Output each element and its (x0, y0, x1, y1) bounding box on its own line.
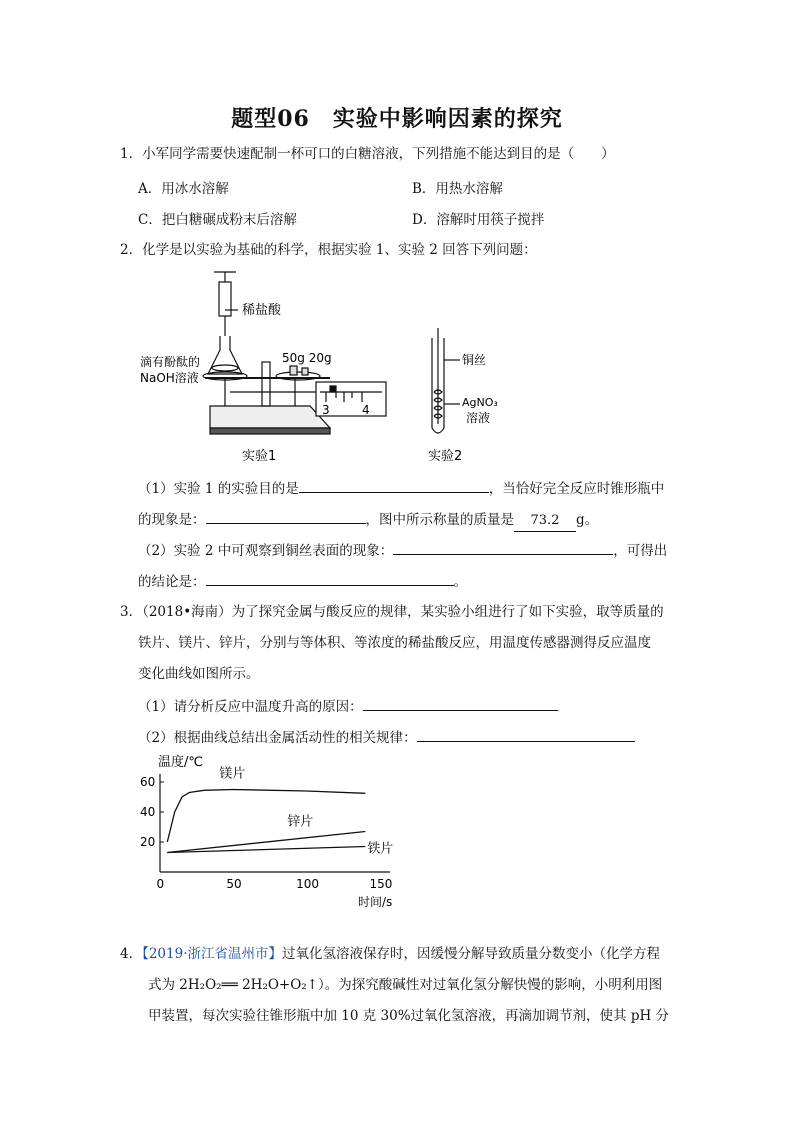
series-label-2: 铁片 (367, 841, 394, 857)
q2-part1-line1: （1）实验 1 的实验目的是 ，当恰好完全反应时锥形瓶中 (138, 478, 664, 499)
conical-flask (208, 336, 242, 374)
label-acid: 稀盐酸 (242, 303, 282, 318)
label-solution-2: NaOH溶液 (140, 371, 199, 385)
q2-part1-line2: 的现象是： ，图中所示称量的质量是 73.2 g。 (138, 509, 598, 532)
series-label-1: 锌片 (287, 814, 314, 830)
q1-option-d: D．溶解时用筷子搅拌 (412, 212, 545, 228)
y-tick-label: 40 (140, 805, 156, 819)
answer-blank-conclusion[interactable] (206, 571, 454, 586)
answer-blank-activity-rule[interactable] (417, 727, 635, 742)
q2-part2-line1: （2）实验 2 中可观察到铜丝表面的现象： ，可得出 (138, 540, 667, 561)
scale-tick-4: 4 (362, 403, 370, 417)
scale-tick-3: 3 (322, 403, 330, 417)
q3-line1: 3．（2018•海南）为了探究金属与酸反应的规律，某实验小组进行了如下实验，取等质量的 (120, 604, 664, 620)
label-copper-wire: 铜丝 (462, 353, 487, 367)
weight-20g (302, 368, 308, 375)
weight-50g (290, 366, 297, 375)
answer-blank-phenomenon[interactable] (206, 509, 366, 524)
x-tick-label: 150 (369, 877, 393, 891)
label-solution-1: 滴有酚酞的 (140, 355, 201, 369)
label-agno3-solution: 溶液 (466, 411, 491, 425)
q3-sub1: （1）请分析反应中温度升高的原因： (138, 696, 558, 717)
y-tick-label: 20 (140, 835, 156, 849)
q4-line3: 甲装置，每次实验往锥形瓶中加 10 克 30%过氧化氢溶液，再滴加调节剂，使其 pH 分 (148, 1008, 670, 1024)
q4-source: 【2019·浙江省温州市】 (142, 946, 282, 962)
caption-experiment-1: 实验1 (242, 449, 277, 464)
x-tick-label: 50 (226, 877, 242, 891)
page-title: 题型06 实验中影响因素的探究 (231, 106, 563, 132)
q4-line1: 4．【2019·浙江省温州市】过氧化氢溶液保存时，因缓慢分解导致质量分数变小（化学方程 (120, 946, 660, 962)
balance-base (210, 406, 330, 428)
q1-option-a: A．用冰水溶解 (138, 181, 229, 197)
answer-blank-temperature-reason[interactable] (363, 696, 558, 711)
q3-sub2: （2）根据曲线总结出金属活动性的相关规律： (138, 727, 635, 748)
q1-option-c: C．把白糖碾成粉末后溶解 (138, 212, 297, 228)
caption-experiment-2: 实验2 (428, 449, 463, 464)
q1-stem: 1．小军同学需要快速配制一杯可口的白糖溶液，下列措施不能达到目的是（ ） (120, 146, 615, 162)
label-agno3: AgNO₃ (462, 396, 498, 409)
q3-line2: 铁片、镁片、锌片，分别与等体积、等浓度的稀盐酸反应，用温度传感器测得反应温度 (138, 635, 651, 651)
answer-blank-copper-surface[interactable] (393, 540, 613, 555)
label-weights: 50g 20g (282, 351, 332, 365)
syringe-barrel (219, 282, 231, 316)
x-tick-label: 100 (296, 877, 320, 891)
x-axis-label: 时间/s (358, 895, 393, 909)
experiment-figure (130, 266, 530, 470)
q2-stem: 2．化学是以实验为基础的科学，根据实验 1、实验 2 回答下列问题： (120, 242, 537, 258)
q1-option-b: B．用热水溶解 (412, 181, 503, 197)
q4-line2: 式为 2H₂O₂══ 2H₂O+O₂↑）。为探究酸碱性对过氧化氢分解快慢的影响，小明利用图 (148, 977, 663, 993)
series-label-0: 镁片 (219, 766, 246, 782)
q3-line3: 变化曲线如图所示。 (138, 666, 260, 682)
x-tick-label: 0 (156, 877, 165, 891)
answer-mass: 73.2 (514, 511, 576, 532)
q2-part2-line2: 的结论是： 。 (138, 571, 467, 592)
y-axis-label: 温度/℃ (158, 755, 203, 770)
temperature-chart (130, 752, 420, 912)
y-tick-label: 60 (140, 775, 156, 789)
answer-blank-purpose[interactable] (299, 478, 489, 493)
